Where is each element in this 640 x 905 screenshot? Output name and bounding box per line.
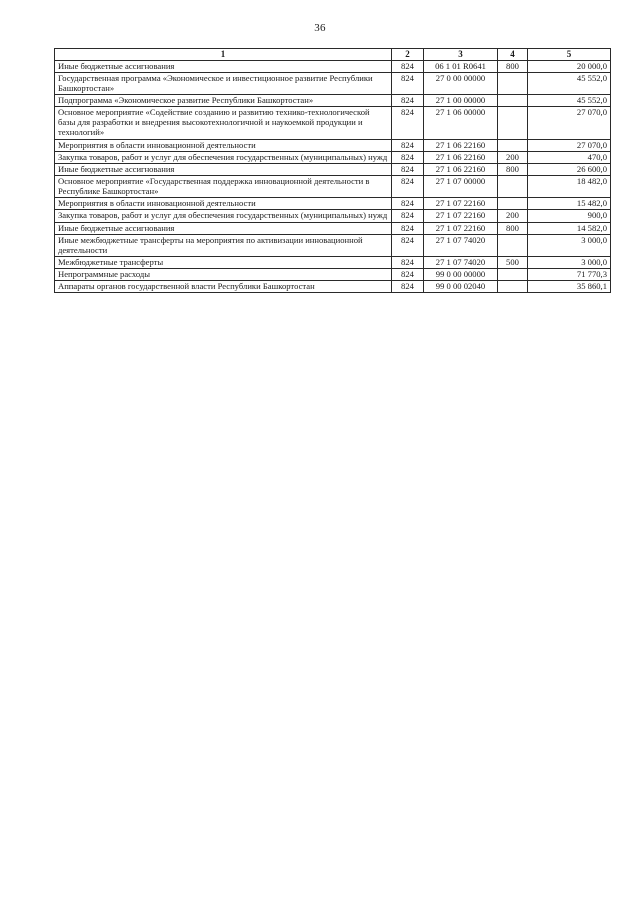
row-ministry-code: 824 [392,151,424,163]
row-ministry-code: 824 [392,72,424,94]
row-ministry-code: 824 [392,210,424,222]
row-name: Аппараты органов государственной власти Республики Башкортостан [55,281,392,293]
row-name: Закупка товаров, работ и услуг для обеспечения государственных (муниципальных) нужд [55,210,392,222]
table-row [55,222,611,234]
row-expense-type: 800 [498,163,528,175]
column-header: 4 [498,49,528,61]
row-name: Непрограммные расходы [55,269,392,281]
row-expense-type [498,198,528,210]
row-ministry-code: 824 [392,234,424,256]
row-ministry-code: 824 [392,60,424,72]
budget-table [54,48,611,293]
row-target-article: 27 1 07 74020 [424,257,498,269]
row-target-article: 99 0 00 00000 [424,269,498,281]
table-row [55,269,611,281]
row-name: Подпрограмма «Экономическое развитие Республики Башкортостан» [55,95,392,107]
row-target-article: 27 1 07 00000 [424,176,498,198]
row-target-article: 27 1 00 00000 [424,95,498,107]
row-name: Иные бюджетные ассигнования [55,163,392,175]
table-row [55,72,611,94]
row-amount: 14 582,0 [528,222,611,234]
table-row [55,60,611,72]
table-row [55,176,611,198]
row-name: Иные бюджетные ассигнования [55,60,392,72]
row-name: Основное мероприятие «Содействие созданию и развитию технико-технологической базы для разработки и внедрения высокотехнологичной и наукоемкой продукции и технологий» [55,107,392,139]
row-ministry-code: 824 [392,139,424,151]
row-expense-type [498,234,528,256]
column-header: 5 [528,49,611,61]
table-row [55,198,611,210]
row-expense-type [498,95,528,107]
row-name: Иные бюджетные ассигнования [55,222,392,234]
table-row [55,281,611,293]
page-number: 36 [314,22,326,34]
row-expense-type [498,72,528,94]
row-name: Мероприятия в области инновационной деятельности [55,198,392,210]
row-target-article: 27 1 07 22160 [424,198,498,210]
row-name: Закупка товаров, работ и услуг для обеспечения государственных (муниципальных) нужд [55,151,392,163]
table-row [55,139,611,151]
row-expense-type: 200 [498,210,528,222]
row-target-article: 27 0 00 00000 [424,72,498,94]
row-ministry-code: 824 [392,222,424,234]
row-ministry-code: 824 [392,257,424,269]
row-amount: 27 070,0 [528,139,611,151]
table-row [55,257,611,269]
column-header: 2 [392,49,424,61]
row-ministry-code: 824 [392,269,424,281]
column-header: 1 [55,49,392,61]
row-amount: 35 860,1 [528,281,611,293]
table-row [55,210,611,222]
row-target-article: 27 1 07 22160 [424,222,498,234]
row-name: Иные межбюджетные трансферты на мероприятия по активизации инновационной деятельности [55,234,392,256]
row-amount: 470,0 [528,151,611,163]
row-amount: 3 000,0 [528,234,611,256]
table-header-row [55,49,611,61]
row-expense-type [498,139,528,151]
row-expense-type: 800 [498,60,528,72]
row-expense-type [498,269,528,281]
row-name: Государственная программа «Экономическое и инвестиционное развитие Республики Башкортостан» [55,72,392,94]
row-name: Основное мероприятие «Государственная поддержка инновационной деятельности в Республике Башкортостан» [55,176,392,198]
row-expense-type: 500 [498,257,528,269]
row-target-article: 99 0 00 02040 [424,281,498,293]
table-row [55,95,611,107]
table-row [55,151,611,163]
row-ministry-code: 824 [392,107,424,139]
table-row [55,234,611,256]
row-amount: 18 482,0 [528,176,611,198]
row-expense-type [498,281,528,293]
row-target-article: 27 1 06 22160 [424,163,498,175]
row-amount: 26 600,0 [528,163,611,175]
row-amount: 27 070,0 [528,107,611,139]
row-amount: 15 482,0 [528,198,611,210]
row-target-article: 27 1 06 00000 [424,107,498,139]
row-amount: 45 552,0 [528,95,611,107]
table-row [55,107,611,139]
row-name: Мероприятия в области инновационной деятельности [55,139,392,151]
row-amount: 20 000,0 [528,60,611,72]
row-target-article: 27 1 07 22160 [424,210,498,222]
row-ministry-code: 824 [392,281,424,293]
row-ministry-code: 824 [392,176,424,198]
row-amount: 71 770,3 [528,269,611,281]
row-ministry-code: 824 [392,95,424,107]
row-expense-type [498,107,528,139]
row-expense-type: 800 [498,222,528,234]
row-target-article: 27 1 06 22160 [424,151,498,163]
table-body [55,60,611,293]
row-ministry-code: 824 [392,198,424,210]
row-target-article: 06 1 01 R0641 [424,60,498,72]
row-target-article: 27 1 06 22160 [424,139,498,151]
row-expense-type: 200 [498,151,528,163]
row-ministry-code: 824 [392,163,424,175]
row-amount: 3 000,0 [528,257,611,269]
row-target-article: 27 1 07 74020 [424,234,498,256]
row-amount: 900,0 [528,210,611,222]
table-row [55,163,611,175]
column-header: 3 [424,49,498,61]
row-expense-type [498,176,528,198]
row-amount: 45 552,0 [528,72,611,94]
row-name: Межбюджетные трансферты [55,257,392,269]
